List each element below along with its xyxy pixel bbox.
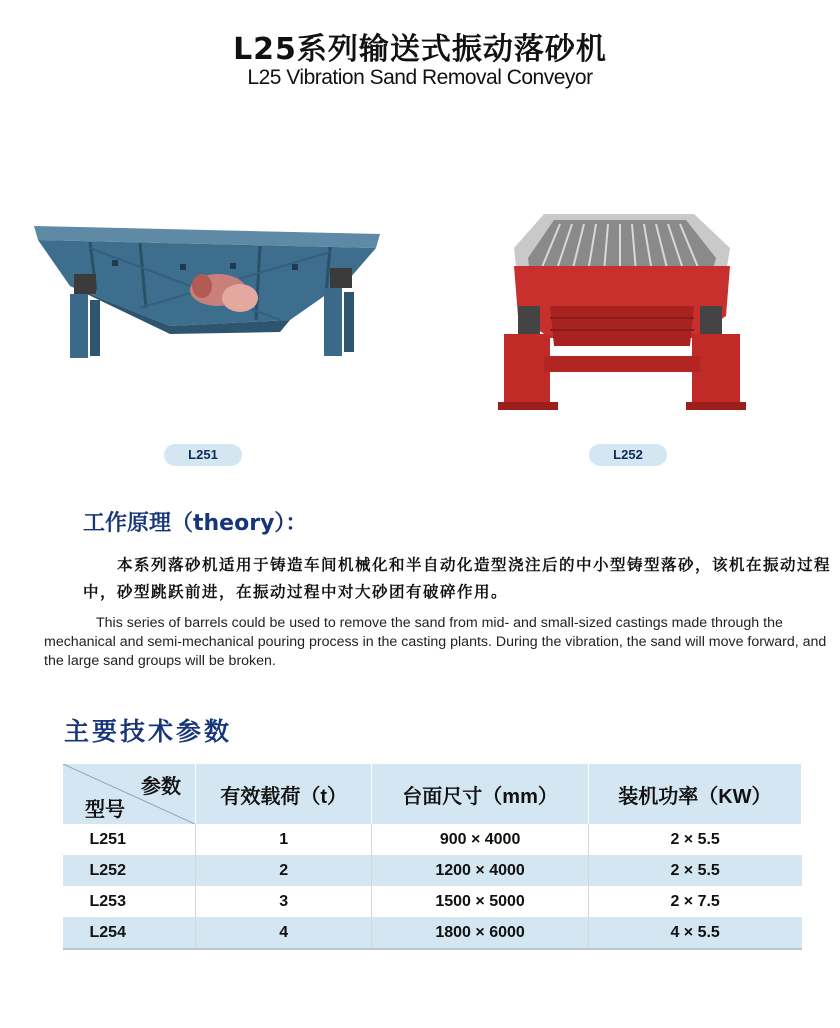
col-header-load: 有效载荷（t） <box>196 764 372 824</box>
cell-model: L252 <box>63 855 196 886</box>
theory-heading: 工作原理（theory）： <box>83 511 308 536</box>
cell-model: L254 <box>63 917 196 949</box>
page-title-en: L25 Vibration Sand Removal Conveyor <box>247 66 593 89</box>
col-header-size: 台面尺寸（mm） <box>372 764 588 824</box>
cell-load: 1 <box>196 824 372 855</box>
col-header-power: 装机功率（KW） <box>588 764 801 824</box>
cell-size: 900 × 4000 <box>372 824 588 855</box>
blue-vibration-conveyor-photo <box>30 208 382 368</box>
product-tag-l251: L251 <box>164 444 242 466</box>
cell-size: 1500 × 5000 <box>372 886 588 917</box>
params-heading: 主要技术参数 <box>64 717 233 746</box>
table-row <box>63 886 802 917</box>
cell-load: 3 <box>196 886 372 917</box>
cell-size: 1800 × 6000 <box>372 917 588 949</box>
table-row <box>63 824 802 855</box>
cell-size: 1200 × 4000 <box>372 855 588 886</box>
spec-table <box>62 764 802 950</box>
red-grid-shakeout-photo <box>494 206 750 416</box>
theory-text-cn: 本系列落砂机适用于铸造车间机械化和半自动化造型浇注后的中小型铸型落砂，该机在振动过程中，砂型跳跃前进，在振动过程中对大砂团有破碎作用。 <box>83 556 832 601</box>
header-param-label: 参数 <box>141 776 181 798</box>
spec-table-header <box>63 764 802 824</box>
cell-load: 2 <box>196 855 372 886</box>
cell-model: L253 <box>89 892 126 910</box>
cell-power: 2 × 5.5 <box>588 855 801 886</box>
cell-model: L251 <box>89 830 126 848</box>
cell-power: 4 × 5.5 <box>588 917 801 949</box>
page-title-cn: L25系列输送式振动落砂机 <box>233 32 607 67</box>
table-row <box>63 917 802 949</box>
product-tag-l252: L252 <box>589 444 667 466</box>
header-diagonal-cell <box>63 764 196 824</box>
table-row <box>63 855 802 886</box>
theory-text-en: This series of barrels could be used to remove the sand from mid- and small-sized castings made through the mechanical and semi-mechanical pouring process in the casting plants. During the vibration, the sand will move forward, and the large sand groups will be broken. <box>44 615 827 669</box>
cell-power: 2 × 7.5 <box>588 886 801 917</box>
header-model-label: 型号 <box>85 799 125 821</box>
cell-power: 2 × 5.5 <box>588 824 801 855</box>
cell-load: 4 <box>196 917 372 949</box>
